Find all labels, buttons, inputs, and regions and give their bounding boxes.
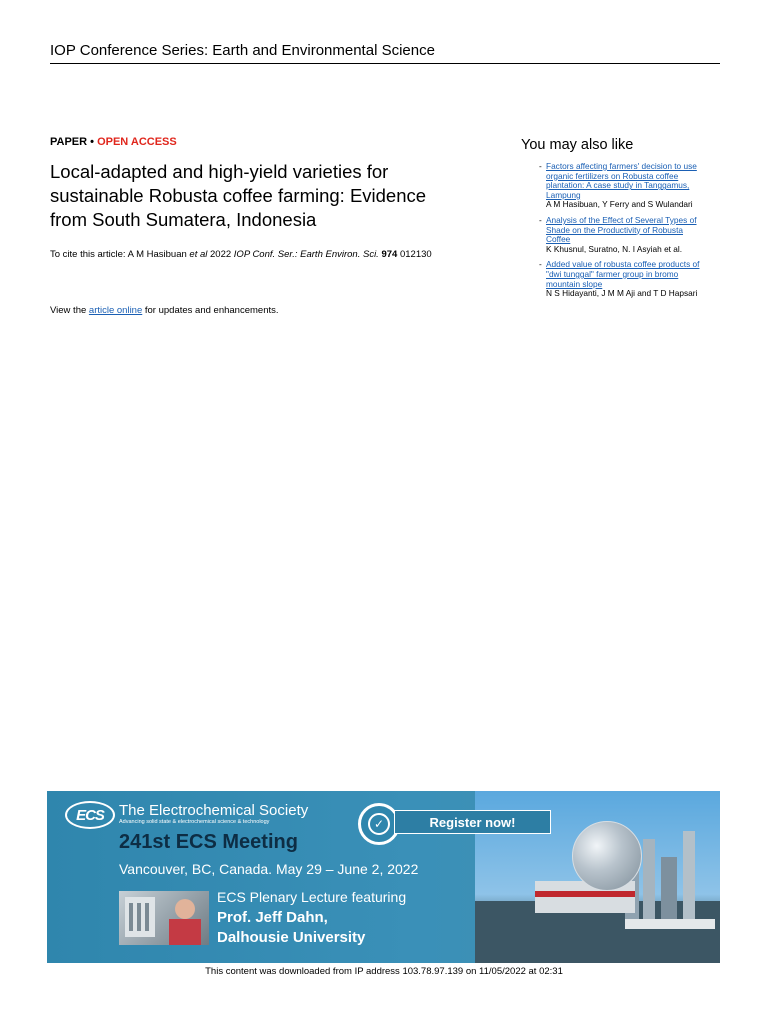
- related-item: [521, 216, 721, 254]
- cite-volume: 974: [381, 249, 398, 260]
- speaker-name: Prof. Jeff Dahn,: [217, 909, 328, 926]
- check-icon: ✓: [368, 813, 390, 835]
- ecs-ad-banner[interactable]: [47, 791, 720, 963]
- related-title-line: Shade on the Productivity of Robusta: [546, 224, 683, 235]
- related-title-line: Added value of robusta coffee products of: [546, 259, 700, 270]
- view-after: for updates and enhancements.: [142, 305, 279, 316]
- open-access-label: OPEN ACCESS: [97, 136, 177, 148]
- related-title-line: Factors affecting farmers' decision to use: [546, 161, 697, 171]
- title-line: sustainable Robusta coffee farming: Evidence: [50, 185, 427, 206]
- list-dash: -: [539, 161, 542, 171]
- ecs-logo: ECS: [65, 801, 115, 829]
- list-dash: -: [539, 259, 542, 270]
- related-link-3[interactable]: [546, 260, 721, 289]
- society-tagline: Advancing solid state & electrochemical science & technology: [119, 819, 270, 825]
- cite-article: 012130: [397, 249, 432, 260]
- related-link-2[interactable]: [546, 216, 721, 245]
- journal-header: [50, 42, 720, 64]
- society-name: The Electrochemical Society: [119, 802, 309, 819]
- title-line: from South Sumatera, Indonesia: [50, 209, 317, 230]
- citation: [50, 249, 500, 261]
- download-note: This content was downloaded from IP address 103.78.97.139 on 11/05/2022 at 02:31: [205, 966, 563, 977]
- related-title-line: Analysis of the Effect of Several Types of: [546, 214, 697, 225]
- related-title-line: "dwi tunggal" farmer group in bromo: [546, 268, 679, 279]
- meeting-title: 241st ECS Meeting: [119, 831, 298, 853]
- related-heading: You may also like: [521, 137, 634, 153]
- paper-type-label: [50, 136, 177, 148]
- speaker-affiliation: Dalhousie University: [217, 929, 366, 946]
- related-title-line: mountain slope: [546, 278, 603, 289]
- article-title: [50, 160, 490, 232]
- paper-label: PAPER: [50, 136, 88, 148]
- science-world-dome-graphic: [572, 821, 642, 891]
- label-separator: •: [87, 136, 98, 148]
- list-dash: -: [539, 214, 542, 225]
- related-item: [521, 162, 721, 210]
- related-title-line: Lampung: [546, 189, 581, 200]
- view-online: [50, 305, 279, 317]
- article-online-link[interactable]: article online: [88, 305, 143, 316]
- meeting-location: Vancouver, BC, Canada. May 29 – June 2, 2022: [119, 861, 419, 877]
- related-item: [521, 260, 721, 298]
- related-authors: K Khusnul, Suratno, N. I Asyiah et al.: [546, 243, 683, 254]
- cite-journal: IOP Conf. Ser.: Earth Environ. Sci.: [233, 249, 379, 260]
- related-title-line: Coffee: [546, 234, 571, 245]
- lecture-label: ECS Plenary Lecture featuring: [217, 889, 407, 905]
- cite-etal: et al: [189, 249, 208, 260]
- related-link-1[interactable]: [546, 162, 721, 200]
- journal-name: IOP Conference Series: Earth and Environmental Science: [50, 42, 435, 59]
- lab-equipment-graphic: [119, 891, 209, 945]
- related-authors: A M Hasibuan, Y Ferry and S Wulandari: [546, 199, 693, 210]
- register-button[interactable]: Register now!: [394, 810, 551, 834]
- speaker-photo: [119, 891, 209, 945]
- view-before: View the: [50, 305, 89, 316]
- title-line: Local-adapted and high-yield varieties for: [50, 161, 389, 182]
- related-articles: [521, 136, 721, 305]
- related-title-line: organic fertilizers on Robusta coffee: [546, 170, 679, 181]
- related-title-line: plantation: A case study in Tanggamus,: [546, 180, 690, 191]
- cite-year: 2022: [207, 249, 234, 260]
- related-authors: N S Hidayanti, J M M Aji and T D Hapsari: [546, 288, 698, 299]
- cite-prefix: To cite this article: A M Hasibuan: [50, 249, 190, 260]
